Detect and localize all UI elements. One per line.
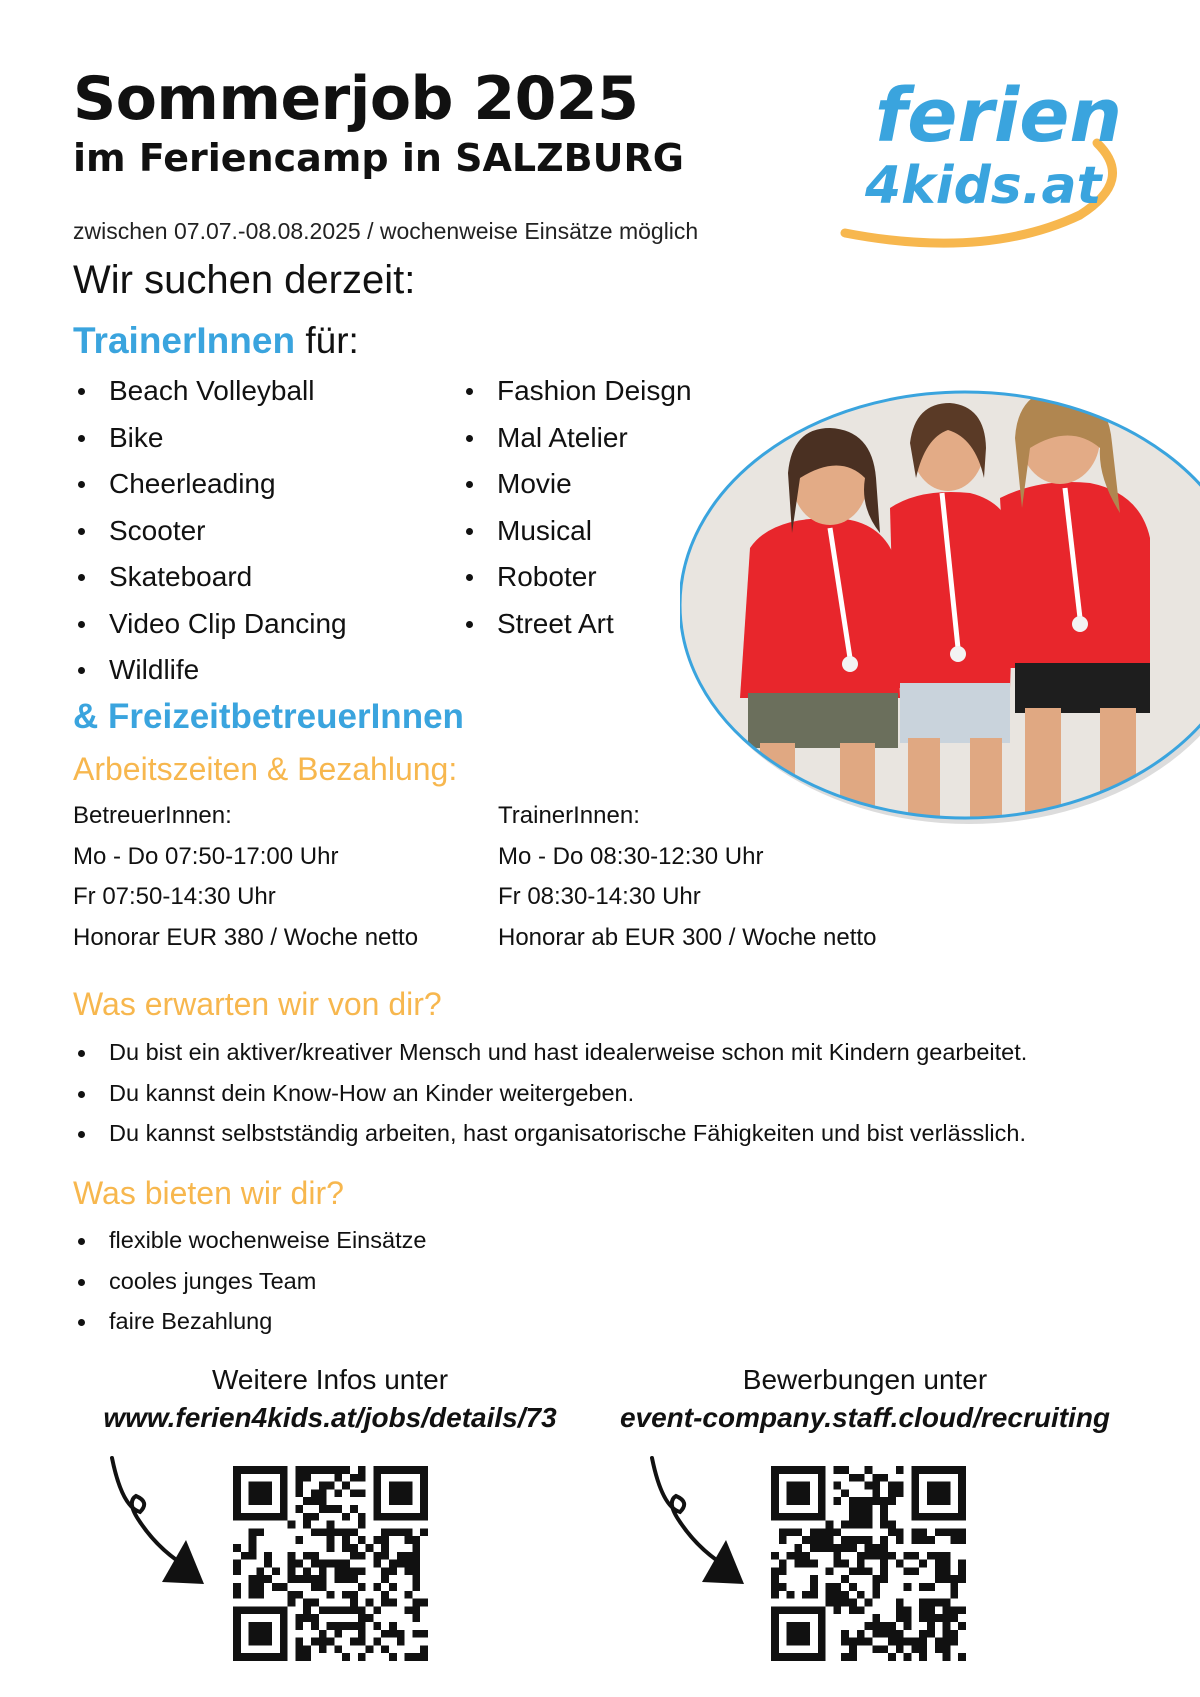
trainer-pay: Honorar ab EUR 300 / Woche netto	[498, 923, 877, 951]
apply-block	[600, 1364, 1130, 1434]
apply-label: Bewerbungen unter	[742, 1364, 988, 1395]
list-item: faire Bezahlung	[73, 1301, 426, 1342]
trainer-heading-highlight: TrainerInnen	[73, 320, 296, 361]
offer-list	[73, 1220, 426, 1342]
list-item: Movie	[461, 461, 692, 508]
betreuer-pay: Honorar EUR 380 / Woche netto	[73, 923, 419, 951]
date-range: zwischen 07.07.-08.08.2025 / wochenweise Einsätze möglich	[73, 218, 699, 244]
section-heading-offer: Was bieten wir dir?	[73, 1175, 344, 1211]
trainer-label: TrainerInnen:	[498, 802, 640, 829]
list-item: flexible wochenweise Einsätze	[73, 1220, 426, 1261]
curved-arrow-icon	[640, 1452, 760, 1592]
betreuer-hours	[73, 796, 418, 958]
list-item: Wildlife	[73, 647, 347, 694]
ferien4kids-logo	[835, 55, 1135, 250]
freizeit-heading: & FreizeitbetreuerInnen	[73, 697, 464, 736]
page-title: Sommerjob 2025	[73, 64, 639, 134]
page-subtitle: im Feriencamp in SALZBURG	[73, 136, 684, 180]
list-item: Beach Volleyball	[73, 368, 347, 415]
list-item: Mal Atelier	[461, 415, 692, 462]
qr-code-info[interactable]	[233, 1466, 428, 1661]
list-item: Cheerleading	[73, 461, 347, 508]
betreuer-friday-hours: Fr 07:50-14:30 Uhr	[73, 883, 276, 910]
info-url-link[interactable]: www.ferien4kids.at/jobs/details/73	[103, 1402, 557, 1433]
curved-arrow-icon	[100, 1452, 220, 1592]
team-photo	[680, 368, 1200, 843]
betreuer-weekday-hours: Mo - Do 07:50-17:00 Uhr	[73, 842, 339, 870]
list-item: Video Clip Dancing	[73, 601, 347, 648]
section-heading-work: Arbeitszeiten & Bezahlung:	[73, 751, 458, 787]
trainer-weekday-hours: Mo - Do 08:30-12:30 Uhr	[498, 842, 764, 870]
list-item: Scooter	[73, 508, 347, 555]
list-item: Du bist ein aktiver/kreativer Mensch und hast idealerweise schon mit Kindern gearbeitet.	[73, 1032, 1027, 1073]
trainer-heading-suffix: für:	[295, 320, 359, 361]
betreuer-label: BetreuerInnen:	[73, 802, 232, 829]
list-item: Fashion Deisgn	[461, 368, 692, 415]
list-item: Musical	[461, 508, 692, 555]
list-item: Bike	[73, 415, 347, 462]
trainer-hours	[498, 796, 876, 958]
list-item: Street Art	[461, 601, 692, 648]
trainer-friday-hours: Fr 08:30-14:30 Uhr	[498, 883, 701, 910]
list-item: Du kannst selbstständig arbeiten, hast organisatorische Fähigkeiten und bist verlässlich.	[73, 1113, 1027, 1154]
apply-url-link[interactable]: event-company.staff.cloud/recruiting	[619, 1402, 1111, 1433]
list-item: Roboter	[461, 554, 692, 601]
logo-text-ferien: ferien	[875, 73, 1123, 159]
list-item: Skateboard	[73, 554, 347, 601]
info-label: Weitere Infos unter	[211, 1364, 449, 1395]
section-heading-expect: Was erwarten wir von dir?	[73, 986, 442, 1022]
list-item: Du kannst dein Know-How an Kinder weitergeben.	[73, 1073, 1027, 1114]
trainer-list-right	[461, 368, 692, 647]
logo-text-4kids: 4kids.at	[865, 156, 1102, 216]
qr-code-apply[interactable]	[771, 1466, 966, 1661]
trainer-heading	[73, 320, 359, 362]
expect-list	[73, 1032, 1027, 1154]
section-heading-search: Wir suchen derzeit:	[73, 258, 416, 302]
trainer-list-left	[73, 368, 347, 694]
info-block	[80, 1364, 580, 1434]
list-item: cooles junges Team	[73, 1261, 426, 1302]
